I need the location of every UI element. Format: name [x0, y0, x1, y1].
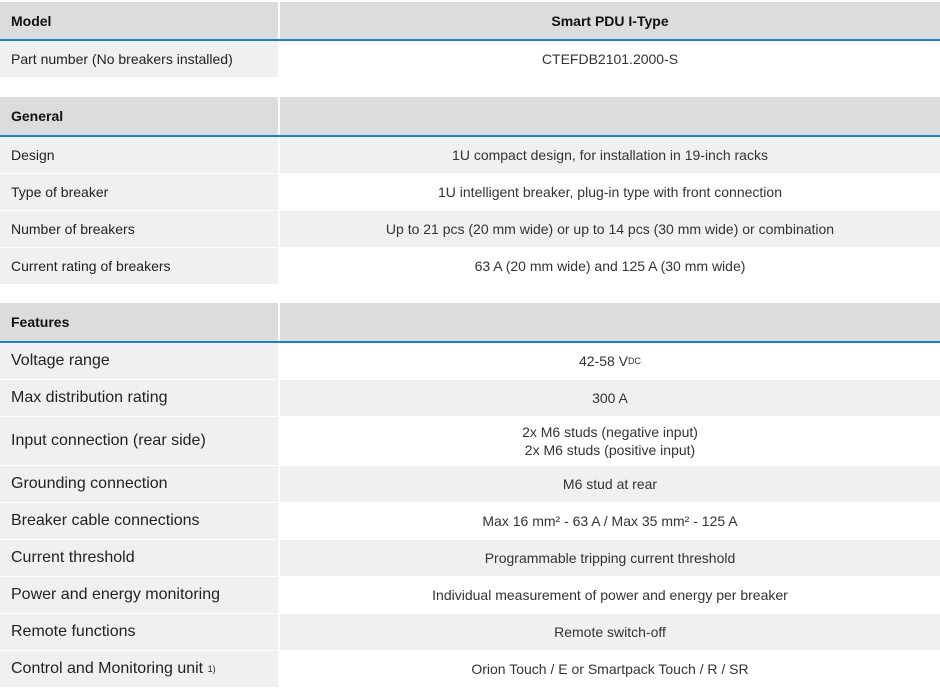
grounding-label: Grounding connection	[0, 466, 278, 502]
voltage-unit-subscript: DC	[628, 356, 642, 366]
general-row-label: Type of breaker	[0, 174, 278, 210]
general-row-label: Number of breakers	[0, 211, 278, 247]
general-row	[0, 248, 940, 285]
input-connection-line: 2x M6 studs (positive input)	[524, 442, 696, 458]
part-number-label: Part number (No breakers installed)	[0, 41, 278, 77]
control-unit-row	[0, 651, 940, 688]
general-row-value: 1U intelligent breaker, plug-in type with front connection	[280, 174, 940, 210]
control-unit-label	[0, 651, 278, 687]
model-header-label: Model	[0, 2, 278, 39]
general-row-value: 63 A (20 mm wide) and 125 A (30 mm wide)	[280, 248, 940, 284]
input-connection-label: Input connection (rear side)	[0, 417, 278, 465]
input-connection-value	[280, 417, 940, 465]
input-connection-line: 2x M6 studs (negative input)	[522, 424, 698, 440]
model-header-row	[0, 2, 940, 41]
part-number-row	[0, 41, 940, 78]
remote-functions-value: Remote switch-off	[280, 614, 940, 650]
general-row-label: Current rating of breakers	[0, 248, 278, 284]
voltage-value-text: 42-58 V	[578, 353, 629, 369]
model-header-value: Smart PDU I-Type	[280, 2, 940, 39]
general-row	[0, 137, 940, 174]
cable-connections-row	[0, 503, 940, 540]
current-threshold-value: Programmable tripping current threshold	[280, 540, 940, 576]
current-threshold-row	[0, 540, 940, 577]
cable-connections-label: Breaker cable connections	[0, 503, 278, 539]
control-unit-value: Orion Touch / E or Smartpack Touch / R / SR	[280, 651, 940, 687]
general-row	[0, 174, 940, 211]
general-section	[0, 97, 940, 285]
part-number-value: CTEFDB2101.2000-S	[280, 41, 940, 77]
general-header-row	[0, 97, 940, 137]
power-monitoring-label: Power and energy monitoring	[0, 577, 278, 613]
cable-connections-value: Max 16 mm² - 63 A / Max 35 mm² - 125 A	[280, 503, 940, 539]
remote-functions-row	[0, 614, 940, 651]
general-header-value	[280, 97, 940, 135]
current-threshold-label: Current threshold	[0, 540, 278, 576]
voltage-row	[0, 343, 940, 380]
voltage-label: Voltage range	[0, 343, 278, 379]
grounding-value: M6 stud at rear	[280, 466, 940, 502]
input-connection-row	[0, 417, 940, 466]
model-section	[0, 2, 940, 78]
max-rating-row	[0, 380, 940, 417]
max-rating-value: 300 A	[280, 380, 940, 416]
power-monitoring-value: Individual measurement of power and energy per breaker	[280, 577, 940, 613]
remote-functions-label: Remote functions	[0, 614, 278, 650]
max-rating-label: Max distribution rating	[0, 380, 278, 416]
voltage-value	[280, 343, 940, 379]
general-row-label: Design	[0, 137, 278, 173]
general-header-label: General	[0, 97, 278, 135]
general-row	[0, 211, 940, 248]
power-monitoring-row	[0, 577, 940, 614]
general-row-value: 1U compact design, for installation in 19-inch racks	[280, 137, 940, 173]
features-header-label: Features	[0, 303, 278, 341]
features-header-row	[0, 303, 940, 343]
general-row-value: Up to 21 pcs (20 mm wide) or up to 14 pcs (30 mm wide) or combination	[280, 211, 940, 247]
features-section	[0, 303, 940, 688]
grounding-row	[0, 466, 940, 503]
control-unit-label-text: Control and Monitoring unit	[11, 660, 204, 677]
features-header-value	[280, 303, 940, 341]
footnote-marker: 1)	[207, 664, 216, 674]
